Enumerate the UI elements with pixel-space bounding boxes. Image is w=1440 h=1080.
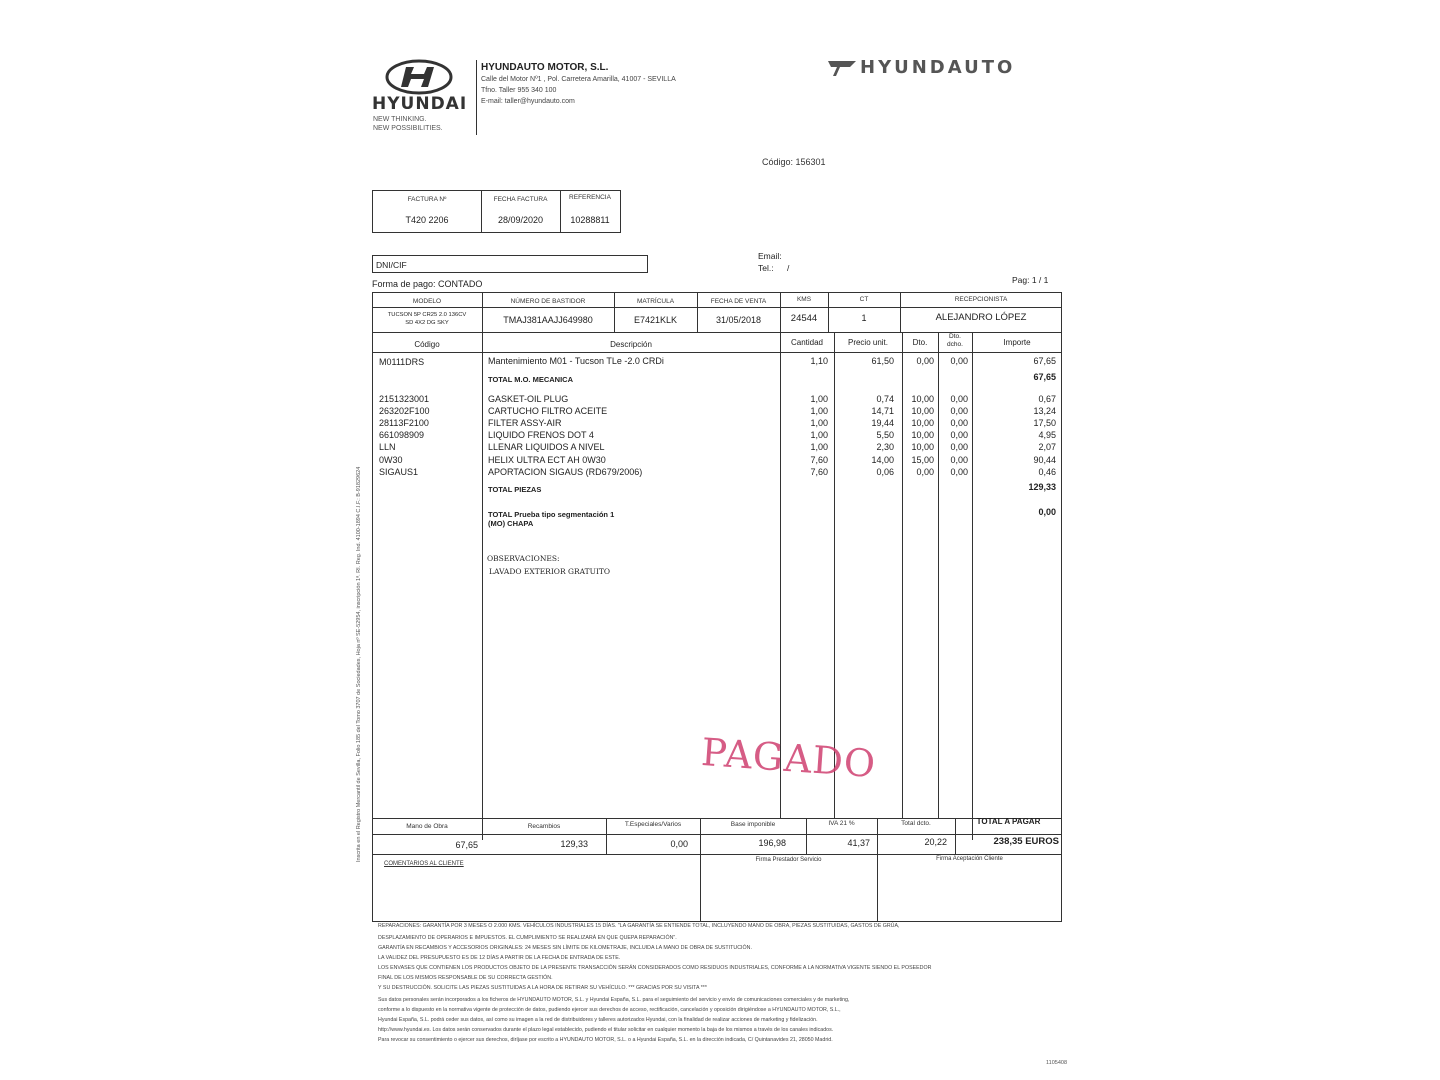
tagline-2: NEW POSSIBILITIES. xyxy=(373,125,443,132)
part-code: 661098909 xyxy=(379,430,425,441)
company-block xyxy=(481,62,781,105)
part-price: 0,74 xyxy=(876,394,894,404)
observations-text: LAVADO EXTERIOR GRATUITO xyxy=(489,567,611,576)
brand-name: HYUNDAI xyxy=(372,94,468,114)
col-dto2-header-2: dcho. xyxy=(947,341,963,348)
part-price: 2,30 xyxy=(876,442,894,453)
part-qty: 1,00 xyxy=(810,418,828,429)
registry-side-text: Inscrita en el Registro Mercantil de Sevilla, Folio 185 del Tomo 3707 de Sociedades, Hoja nº SE-52954, inscripción 1ª. RI. Reg. Ind. 4100-1894 C.I.F.: B-91829624 xyxy=(356,466,362,862)
vehicle-receptionist: ALEJANDRO LÓPEZ xyxy=(935,312,1027,323)
part-price: 0,06 xyxy=(876,466,894,477)
labour-code: M0111DRS xyxy=(379,357,425,367)
part-dto: 10,00 xyxy=(911,442,934,453)
legal-line-2: DESPLAZAMIENTO DE OPERARIOS E IMPUESTOS. EL CUMPLIMIENTO SE REALIZARÁ EN QUE QUEPA REPARACIÓN". xyxy=(378,935,677,941)
hyundai-logo xyxy=(372,58,468,138)
parts-total: 129,33 xyxy=(1028,482,1056,492)
paid-stamp: PAGADO xyxy=(699,730,878,787)
col-amount-header: Importe xyxy=(1003,338,1031,347)
totals-header-labour: Mano de Obra xyxy=(406,823,448,830)
part-code: LLN xyxy=(379,442,396,453)
col-code-header: Código xyxy=(414,340,440,349)
legal-line-1: REPARACIONES: GARANTÍA POR 3 MESES O 2.000 KMS. VEHÍCULOS INDUSTRIALES 15 DÍAS. "LA GARANTÍA SE ENTIENDE TOTAL, INCLUYENDO MANO DE OBRA, PIEZAS SUSTITUIDAS, GASTOS DE GRÚA, xyxy=(378,923,900,929)
part-dto2: 0,00 xyxy=(950,394,968,404)
payment-method: Forma de pago: CONTADO xyxy=(372,279,483,289)
part-desc: CARTUCHO FILTRO ACEITE xyxy=(488,406,608,417)
part-qty: 7,60 xyxy=(810,454,828,465)
vehicle-model-line-2: SD 4X2 DG SKY xyxy=(405,320,449,326)
tagline-1: NEW THINKING. xyxy=(373,116,427,123)
part-price: 14,71 xyxy=(871,406,894,417)
part-desc: LLENAR LIQUIDOS A NIVEL xyxy=(488,442,605,453)
totals-header-iva: IVA 21 % xyxy=(828,820,855,827)
vehicle-header-receptionist: RECEPCIONISTA xyxy=(954,296,1008,303)
tel-label: Tel.: xyxy=(758,263,774,273)
company-phone: Tfno. Taller 955 340 100 xyxy=(481,87,557,94)
totals-header-discount: Total dcto. xyxy=(901,820,931,827)
service-signature-label: Firma Prestador Servicio xyxy=(755,857,822,863)
part-dto2: 0,00 xyxy=(950,418,968,429)
vehicle-header-kms: KMS xyxy=(796,296,812,303)
legal-line-7: Y SU DESTRUCCIÓN. SOLICITE LAS PIEZAS SUSTITUIDAS A LA HORA DE RETIRAR SU VEHÍCULO. *** GRACIAS POR SU VISITA *** xyxy=(378,985,707,991)
invoice-ref: 10288811 xyxy=(570,215,610,225)
vehicle-header-vin: NÚMERO DE BASTIDOR xyxy=(510,298,586,305)
part-dto2: 0,00 xyxy=(950,466,968,477)
client-code: Código: 156301 xyxy=(762,157,826,167)
client-comments-label: COMENTARIOS AL CLIENTE xyxy=(384,861,464,867)
part-desc: APORTACION SIGAUS (RD679/2006) xyxy=(488,466,643,477)
part-dto: 0,00 xyxy=(916,466,934,477)
vehicle-kms: 24544 xyxy=(790,313,818,324)
totals-iva: 41,37 xyxy=(847,838,870,848)
part-dto: 15,00 xyxy=(911,454,934,465)
invoice-ref-label: REFERENCIA xyxy=(569,194,611,201)
vehicle-header-model: MODELO xyxy=(412,298,442,305)
vehicle-header-ct: CT xyxy=(859,296,869,303)
legal-line-12: Para revocar su consentimiento o ejercer sus derechos, diríjase por escrito a HYUNDAUTO MOTOR, S.L. o a Hyundai España, S.L. en la dirección indicada, C/ Quintanavides 21, 28050 Madrid. xyxy=(378,1037,833,1043)
part-code: 28113F2100 xyxy=(379,418,429,429)
vehicle-model-line-1: TUCSON 5P CR25 2.0 136CV xyxy=(387,312,467,318)
footer-code: 1105408 xyxy=(1046,1060,1068,1066)
part-code: 0W30 xyxy=(379,454,403,465)
company-name: HYUNDAUTO MOTOR, S.L. xyxy=(481,62,609,73)
legal-line-10: Hyundai España, S.L. podrá ceder sus datos, así como su imagen a la red de distribuidores y talleres autorizados Hyundai, con la finalidad de realizar acciones de marketing y fidelización. xyxy=(378,1017,818,1023)
vehicle-sale-date: 31/05/2018 xyxy=(715,315,762,325)
labour-total: 67,65 xyxy=(1033,372,1056,382)
tel-value: / xyxy=(787,263,790,273)
hyundai-emblem-icon xyxy=(384,58,454,96)
totals-misc: 0,00 xyxy=(670,839,688,849)
company-email: E-mail: taller@hyundauto.com xyxy=(481,98,575,105)
part-dto: 10,00 xyxy=(911,418,934,429)
dealer-logo-text: HYUNDAUTO xyxy=(860,57,1016,78)
col-dto-header: Dto. xyxy=(912,338,928,347)
part-qty: 1,00 xyxy=(810,430,828,441)
vehicle-header-plate: MATRÍCULA xyxy=(636,298,675,305)
part-qty: 1,00 xyxy=(810,394,828,404)
totals-header-parts: Recambios xyxy=(527,823,561,830)
part-desc: FILTER ASSY-AIR xyxy=(488,418,562,429)
part-dto2: 0,00 xyxy=(950,406,968,417)
part-amount: 17,50 xyxy=(1033,418,1056,429)
part-qty: 7,60 xyxy=(810,466,828,477)
client-signature-label: Firma Aceptación Cliente xyxy=(936,856,1003,862)
labour-desc: Mantenimiento M01 - Tucson TLe -2.0 CRDi xyxy=(488,356,664,366)
labour-dto2: 0,00 xyxy=(950,356,968,366)
vehicle-ct: 1 xyxy=(861,313,867,323)
part-amount: 0,46 xyxy=(1038,466,1056,477)
vehicle-vin: TMAJ381AAJJ649980 xyxy=(503,315,593,325)
part-dto: 10,00 xyxy=(911,394,934,404)
part-code: 2151323001 xyxy=(379,394,430,404)
invoice-date: 28/09/2020 xyxy=(497,215,544,225)
totals-discount: 20,22 xyxy=(924,837,947,847)
vehicle-plate: E7421KLK xyxy=(633,315,678,325)
chapa-total-label-2: (MO) CHAPA xyxy=(488,519,534,528)
part-price: 14,00 xyxy=(871,454,894,465)
chapa-total-label-1: TOTAL Prueba tipo segmentación 1 xyxy=(488,510,615,519)
observations-label: OBSERVACIONES: xyxy=(487,554,560,563)
page-number: Pag: 1 / 1 xyxy=(1012,275,1049,285)
part-amount: 0,67 xyxy=(1038,394,1056,404)
invoice-date-label: FECHA FACTURA xyxy=(493,196,548,203)
dni-label: DNI/CIF xyxy=(376,260,407,270)
part-amount: 90,44 xyxy=(1033,454,1056,465)
part-amount: 13,24 xyxy=(1033,406,1056,417)
part-desc: HELIX ULTRA ECT AH 0W30 xyxy=(488,454,606,465)
part-qty: 1,00 xyxy=(810,442,828,453)
totals-header-misc: T.Especiales/Varios xyxy=(624,821,682,828)
dealer-logo xyxy=(828,56,1033,80)
legal-line-5: LOS ENVASES QUE CONTIENEN LOS PRODUCTOS OBJETO DE LA PRESENTE TRANSACCIÓN SERÁN CONSIDERADOS COMO RESIDUOS INDUSTRIALES, CONFORME A LA NORMATIVA VIGENTE SIENDO EL POSEEDOR xyxy=(378,965,932,971)
legal-line-11: http://www.hyundai.es. Los datos serán conservados durante el plazo legal establecido, pudiendo el titular solicitar en cualquier momento la baja de los mismos a través de los canales indicados. xyxy=(378,1027,834,1033)
labour-qty: 1,10 xyxy=(810,356,828,366)
part-code: SIGAUS1 xyxy=(379,466,419,477)
totals-header-base: Base imponible xyxy=(730,821,776,828)
part-dto: 10,00 xyxy=(911,430,934,441)
legal-line-6: FINAL DE LOS MISMOS RESPONSABLE DE SU CORRECTA GESTIÓN. xyxy=(378,975,553,981)
legal-line-3: GARANTÍA EN RECAMBIOS Y ACCESORIOS ORIGINALES: 24 MESES SIN LÍMITE DE KILOMETRAJE, INCLUIDA LA MANO DE OBRA DE SUSTITUCIÓN. xyxy=(378,945,752,951)
part-dto: 10,00 xyxy=(911,406,934,417)
part-dto2: 0,00 xyxy=(950,430,968,441)
chapa-total: 0,00 xyxy=(1038,507,1056,517)
parts-total-label: TOTAL PIEZAS xyxy=(488,485,542,494)
part-dto2: 0,00 xyxy=(950,442,968,453)
email-label: Email: xyxy=(758,251,782,261)
labour-dto: 0,00 xyxy=(916,356,934,366)
legal-line-4: LA VALIDEZ DEL PRESUPUESTO ES DE 12 DÍAS A PARTIR DE LA FECHA DE ENTRADA DE ESTE. xyxy=(378,955,621,961)
invoice-number-label: FACTURA Nº xyxy=(407,196,447,203)
part-desc: LIQUIDO FRENOS DOT 4 xyxy=(488,430,594,441)
legal-line-8: Sus datos personales serán incorporados a los ficheros de HYUNDAUTO MOTOR, S.L. y Hyundai España, S.L. para el seguimiento del servicio y envío de comunicaciones comerciales y de marketing, xyxy=(378,997,850,1003)
invoice-number: T420 2206 xyxy=(405,215,449,225)
col-dto2-header-1: Dto. xyxy=(949,333,961,340)
labour-total-label: TOTAL M.O. MECANICA xyxy=(488,375,573,384)
totals-labour: 67,65 xyxy=(455,840,478,850)
part-price: 19,44 xyxy=(871,418,894,429)
vehicle-header-sale-date: FECHA DE VENTA xyxy=(710,298,767,305)
col-desc-header: Descripción xyxy=(610,340,652,349)
part-amount: 2,07 xyxy=(1038,442,1056,453)
legal-line-9: conforme a lo dispuesto en la normativa vigente de protección de datos, pudiendo ejercer sus derechos de acceso, rectificación, cancelación y oposición dirigiéndose a HYUNDAUTO MOTOR, S.L., xyxy=(378,1007,841,1013)
part-code: 263202F100 xyxy=(379,406,430,417)
header-divider xyxy=(476,60,477,135)
part-amount: 4,95 xyxy=(1038,430,1056,441)
totals-parts: 129,33 xyxy=(560,839,588,849)
part-desc: GASKET-OIL PLUG xyxy=(488,394,569,404)
invoice-box xyxy=(372,190,621,233)
totals-header-total: TOTAL A PAGAR xyxy=(976,817,1041,826)
labour-price: 61,50 xyxy=(871,356,894,366)
totals-grand-total: 238,35 EUROS xyxy=(993,836,1059,847)
part-qty: 1,00 xyxy=(810,406,828,417)
totals-base: 196,98 xyxy=(758,838,786,848)
dealer-arrow-icon xyxy=(828,58,856,78)
part-dto2: 0,00 xyxy=(950,454,968,465)
col-price-header: Precio unit. xyxy=(847,338,889,347)
dni-box xyxy=(372,255,648,273)
company-address: Calle del Motor Nº1 , Pol. Carretera Amarilla, 41007 - SEVILLA xyxy=(481,76,676,83)
col-qty-header: Cantidad xyxy=(790,338,824,347)
labour-amount: 67,65 xyxy=(1033,356,1056,366)
part-price: 5,50 xyxy=(876,430,894,441)
